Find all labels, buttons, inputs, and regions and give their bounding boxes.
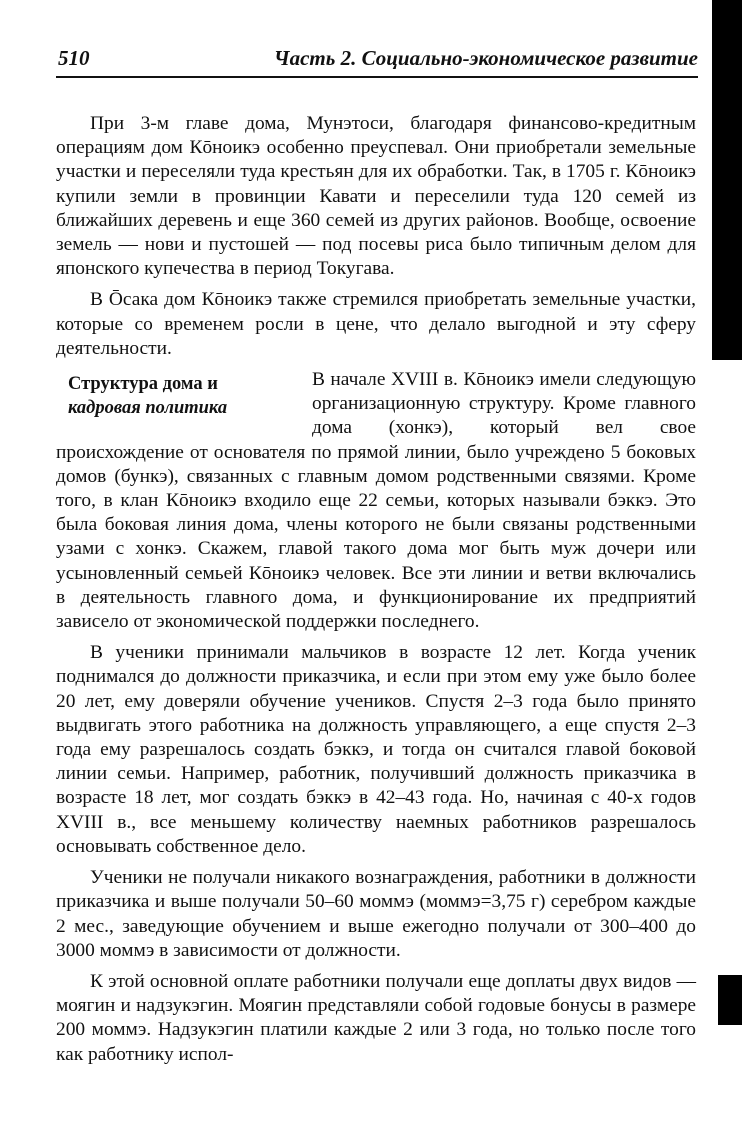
paragraph-3: В начале XVIII в. Кōноикэ имели следующую организационную структуру. Кроме главного дома (хонкэ), который вел свое происхождение от основателя по прямой линии, было учреждено 5 боковых домов (бункэ), связанных с главным домом родственными связями. Кроме того, в клан Кōноикэ входило еще 22 семьи, которых называли бэккэ. Это была боковая линия дома, члены которого не были связаны родственными узами с хонкэ. Скажем, главой такого дома мог быть муж дочери или усыновленный семьей Кōноикэ человек. Все эти линии и ветви включались в деятельность главного дома, и функционирование их предприятий зависело от экономической поддержки последнего.: [56, 369, 696, 633]
paragraph-1: При 3-м главе дома, Мунэтоси, благодаря финансово-кредитным операциям дом Кōноикэ особенно преуспевал. Они приобретали земельные участки и переселяли туда крестьян для их обработки. Так, в 1705 г. Кōноикэ купили земли в провинции Кавати и переселили туда 120 семей из ближайших деревень и еще 360 семей из других районов. Вообще, освоение земель — нови и пустошей — под посевы риса было типичным делом для японского купечества в период Токугава.: [56, 113, 696, 280]
side-heading-line-2: кадровая политика: [68, 398, 228, 419]
paragraph-4: В ученики принимали мальчиков в возрасте 12 лет. Когда ученик поднимался до должности приказчика, и если при этом ему уже было более 20 лет, ему доверяли обучение учеников. Спустя 2–3 года было принято выдвигать этого работника на должность управляющего, а еще спустя 2–3 года ему разрешалось создать бэккэ, и тогда он считался главой боковой линии семьи. Например, работник, получивший должность приказчика в возрасте 18 лет, мог создать бэккэ в 42–43 года. Но, начиная с 40-х годов XVIII в., все меньшему количеству наемных работников разрешалось основывать собственное дело.: [56, 642, 696, 857]
body-text: [56, 112, 696, 1074]
paragraph-6: К этой основной оплате работники получали еще доплаты двух видов — моягин и надзукэгин. Моягин представляли собой годовые бонусы в размере 200 моммэ. Надзукэгин платили каждые 2 или 3 года, но только после того как работнику испол-: [56, 970, 696, 1065]
page-number: 510: [58, 46, 90, 70]
running-title: Часть 2. Социально-экономическое развитие: [273, 46, 698, 70]
section-side-heading: [68, 372, 296, 420]
paragraph-5: Ученики не получали никакого вознаграждения, работники в должности приказчика и выше получали 50–60 моммэ (моммэ=3,75 г) серебром каждые 2 мес., заведующие обучением и выше ежегодно получали от 300–400 до 3000 моммэ в зависимости от должности.: [56, 867, 696, 961]
scan-edge-mark-top: [712, 0, 742, 360]
paragraph-2: В Ōсака дом Кōноикэ также стремился приобретать земельные участки, которые со временем росли в цене, что делало выгодной и эту сферу деятельности.: [56, 289, 696, 359]
scan-edge-mark-bottom: [718, 975, 742, 1025]
side-heading-line-1: Структура дома и: [68, 374, 218, 395]
page-header: [56, 42, 698, 78]
